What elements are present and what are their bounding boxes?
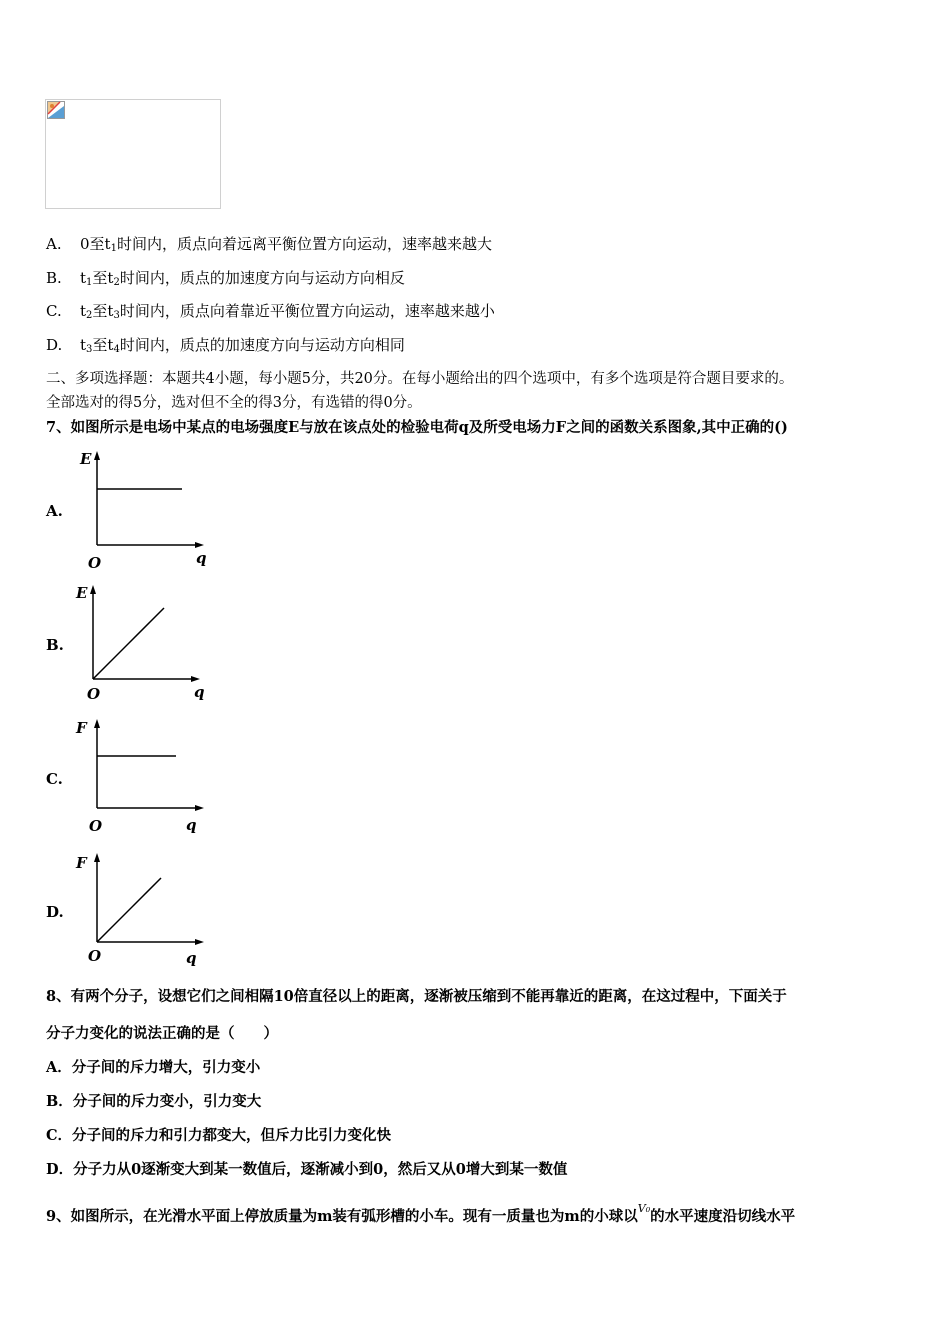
x-axis-arrow <box>195 805 204 811</box>
q7-graph-a <box>80 448 215 573</box>
origin-label: O <box>89 817 103 835</box>
origin-label: O <box>88 947 102 965</box>
x-axis-label: q <box>196 549 207 567</box>
y-axis-label: F <box>76 719 87 737</box>
q6-option-b: B. $t_1$至$t_2$时间内，质点的加速度方向与运动方向相反 <box>46 269 405 288</box>
y-axis-arrow <box>94 719 100 728</box>
q8-stem-line1: 8、有两个分子，设想它们之间相隔10倍直径以上的距离，逐渐被压缩到不能再靠近的距离，在这过程中，下面关于 <box>46 988 787 1005</box>
y-axis-arrow <box>90 585 96 594</box>
graph-line-proportional <box>93 608 164 679</box>
x-axis-arrow <box>195 542 204 548</box>
y-axis-label: E <box>80 450 92 468</box>
section-heading: 二、多项选择题：本题共4小题，每小题5分，共20分。在每小题给出的四个选项中，有多个选项是符合题目要求的。 <box>46 371 794 387</box>
section-instructions: 全部选对的得5分，选对但不全的得3分，有选错的得0分。 <box>46 395 422 411</box>
q6-option-a: A. 0至$t_1$时间内，质点向着远离平衡位置方向运动，速率越来越大 <box>46 235 492 254</box>
q7-stem: 7、如图所示是电场中某点的电场强度E与放在该点处的检验电荷q及所受电场力F之间的函数关系图象,其中正确的() <box>46 419 788 436</box>
q7-option-a-label: A. <box>46 502 63 520</box>
y-axis-arrow <box>94 451 100 460</box>
y-axis-arrow <box>94 853 100 862</box>
origin-label: O <box>88 554 102 572</box>
x-axis-label: q <box>186 949 197 967</box>
graph-line-proportional <box>97 878 161 942</box>
q7-graph-d <box>76 850 215 975</box>
q7-graph-c <box>76 716 215 841</box>
x-axis-arrow <box>191 676 200 682</box>
q8-option-a: A．分子间的斥力增大，引力变小 <box>46 1059 261 1076</box>
broken-image-icon <box>47 101 65 119</box>
q9-stem: 9、如图所示，在光滑水平面上停放质量为m装有弧形槽的小车。现有一质量也为m的小球以$^{V_0}$的水平速度沿切线水平 <box>46 1202 796 1225</box>
q8-option-b: B．分子间的斥力变小，引力变大 <box>46 1093 262 1110</box>
q8-option-d: D．分子力从0逐渐变大到某一数值后，逐渐减小到0，然后又从0增大到某一数值 <box>46 1161 568 1178</box>
q7-option-d-label: D. <box>46 903 64 921</box>
q7-graph-b <box>76 582 211 707</box>
q8-option-c: C．分子间的斥力和引力都变大，但斥力比引力变化快 <box>46 1127 392 1144</box>
x-axis-arrow <box>195 939 204 945</box>
q7-option-c-label: C. <box>46 770 63 788</box>
broken-image-placeholder <box>45 99 221 209</box>
q8-stem-line2: 分子力变化的说法正确的是（ ） <box>46 1025 278 1042</box>
q7-option-b-label: B. <box>46 636 64 654</box>
y-axis-label: F <box>76 854 87 872</box>
x-axis-label: q <box>194 683 205 701</box>
x-axis-label: q <box>186 816 197 834</box>
origin-label: O <box>87 685 101 703</box>
v0-symbol: V₀ <box>637 1202 651 1215</box>
y-axis-label: E <box>76 584 88 602</box>
q6-option-d: D. $t_3$至$t_4$时间内，质点的加速度方向与运动方向相同 <box>46 336 405 355</box>
q6-option-c: C. $t_2$至$t_3$时间内，质点向着靠近平衡位置方向运动，速率越来越小 <box>46 302 495 321</box>
